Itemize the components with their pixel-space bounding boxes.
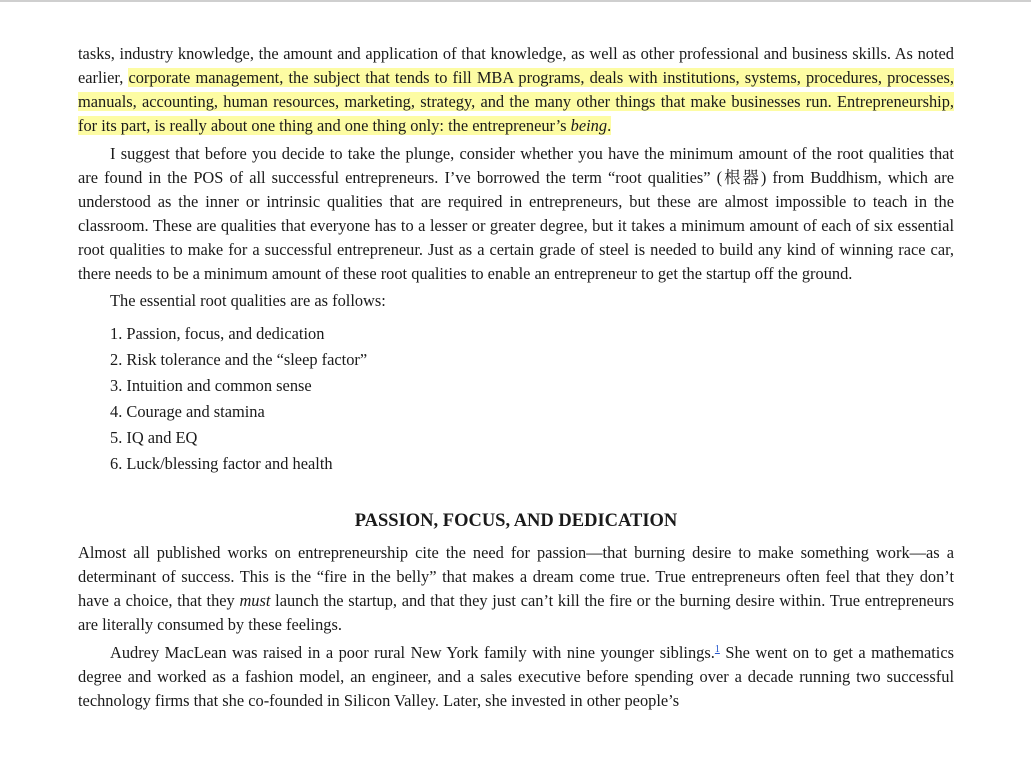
footnote-link[interactable]: 1 bbox=[714, 644, 720, 655]
paragraph-4-text-a: Audrey MacLean was raised in a poor rural New York family with nine younger siblings. bbox=[110, 643, 715, 662]
highlighted-text-main: corporate management, the subject that tends to fill MBA programs, deals with institutions, systems, procedures, processes, manuals, accounting, human resources, marketing, strategy, and the many other things that make businesses run. Entrepreneurship, for its part, is really about one thing and one thing only: the entrepreneur’s bbox=[78, 68, 954, 135]
list-item: 5. IQ and EQ bbox=[110, 428, 198, 447]
list-intro: The essential root qualities are as follows: bbox=[110, 291, 386, 310]
list-item: 6. Luck/blessing factor and health bbox=[110, 454, 333, 473]
root-qualities-list bbox=[78, 321, 954, 477]
list-item: 3. Intuition and common sense bbox=[110, 376, 312, 395]
section-heading: PASSION, FOCUS, AND DEDICATION bbox=[354, 511, 678, 531]
list-item: 4. Courage and stamina bbox=[110, 402, 265, 421]
highlighted-text-emphasis: being bbox=[570, 116, 608, 135]
list-item: 1. Passion, focus, and dedication bbox=[110, 324, 325, 343]
highlighted-text[interactable] bbox=[78, 68, 954, 135]
paragraph-2: I suggest that before you decide to take the plunge, consider whether you have the minimum amount of the root qualities that are found in the POS of all successful entrepreneurs. I’ve borrowed the term “root qualities” (根器) from Buddhism, which are understood as the inner or intrinsic qualities that are required in entrepreneurs, but these are almost impossible to teach in the classroom. These are qualities that everyone has to a lesser or greater degree, but it takes a minimum amount of each of six essential root qualities to make for a successful entrepreneur. Just as a certain grade of steel is needed to build any kind of winning race car, there needs to be a minimum amount of these root qualities to enable an entrepreneur to get the startup off the ground. bbox=[78, 144, 954, 283]
document-page bbox=[78, 42, 954, 713]
paragraph-3 bbox=[78, 541, 954, 637]
paragraph-3-emphasis: must bbox=[239, 591, 271, 610]
top-border bbox=[0, 0, 1031, 2]
paragraph-4-text-b: She went on to get a mathematics degree and worked as a fashion model, an engineer, and a sales executive before spending over a decade running two successful technology firms that she co-founded in Silicon Valley. Later, she invested in other people’s bbox=[78, 643, 954, 710]
paragraph-4 bbox=[78, 641, 954, 713]
paragraph-1-text: tasks, industry knowledge, the amount and application of that knowledge, as well as other professional and business skills. As noted earlier, bbox=[78, 44, 954, 87]
paragraph-3-text-a: Almost all published works on entrepreneurship cite the need for passion—that burning desire to make something work—as a determinant of success. This is the “fire in the belly” that makes a dream come true. True entrepreneurs often feel that they don’t have a choice, that they bbox=[78, 543, 954, 610]
list-item: 2. Risk tolerance and the “sleep factor” bbox=[110, 350, 368, 369]
highlighted-text-end: . bbox=[607, 116, 612, 135]
paragraph-3-text-b: launch the startup, and that they just can’t kill the fire or the burning desire within. True entrepreneurs are literally consumed by these feelings. bbox=[78, 591, 954, 634]
paragraph-1 bbox=[78, 42, 954, 138]
